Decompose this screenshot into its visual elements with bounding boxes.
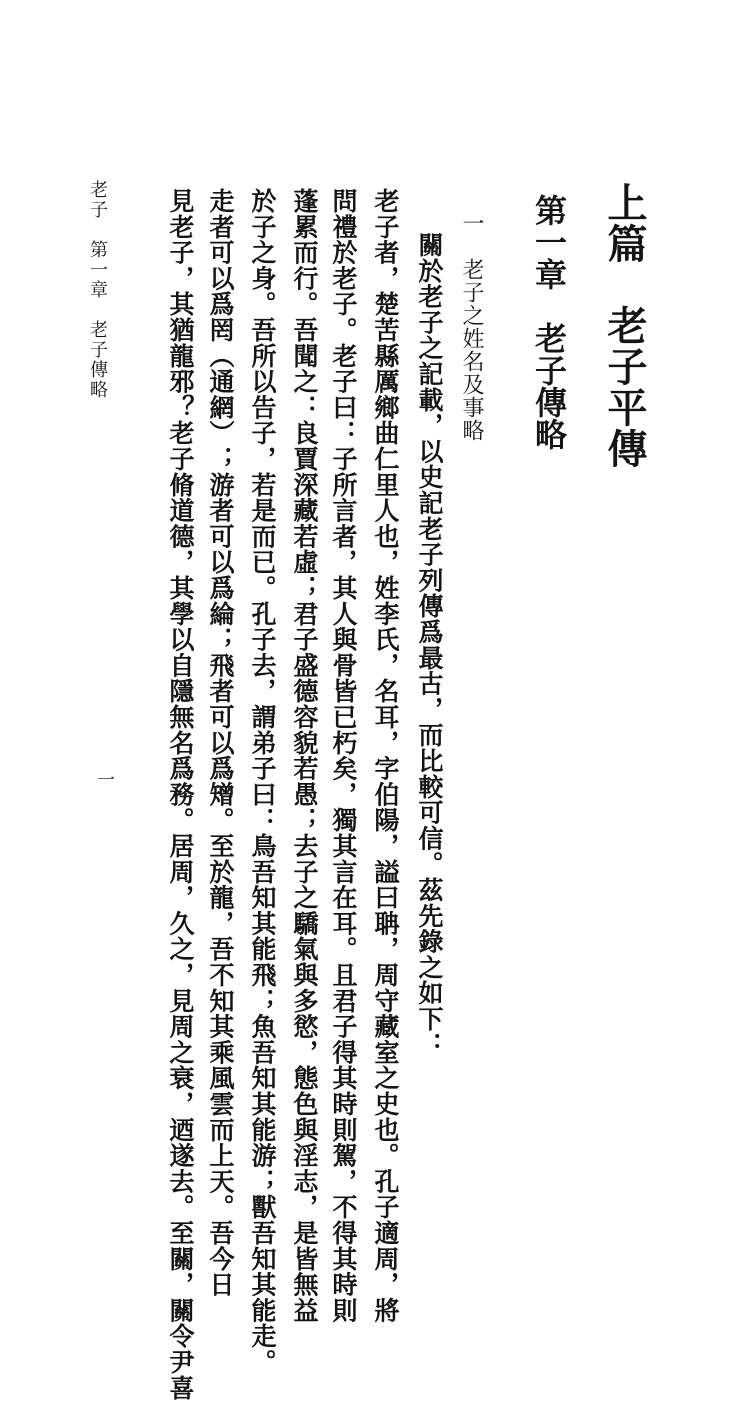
body-column-3: 問禮於老子。老子曰：子所言者，其人與骨皆已朽矣，獨其言在耳。且君子得其時則駕，不得其時則 bbox=[329, 188, 358, 1324]
section-title: 一 老子之姓名及事略 bbox=[459, 212, 484, 442]
body-column-4: 蓬累而行。吾聞之：良賈深藏若虛；君子盛德容貌若愚；去子之驕氣與多慾，態色與淫志，是皆無益 bbox=[290, 188, 319, 1324]
running-footer: 老子 第一章 老子傳略 bbox=[87, 180, 108, 400]
body-column-5: 於子之身。吾所以告子，若是而已。孔子去，謂弟子曰：鳥吾知其能飛；魚吾知其能游；獸吾知其能走。 bbox=[248, 188, 277, 1375]
body-column-6: 走者可以爲罔（通網）；游者可以爲綸；飛者可以爲矰。至於龍，吾不知其乘風雲而上天。吾今日 bbox=[206, 188, 235, 1298]
body-column-7: 見老子，其猶龍邪？老子脩道德，其學以自隱無名爲務。居周，久之，見周之衰，迺遂去。至關，關令尹喜 bbox=[166, 188, 195, 1401]
chapter-title: 第一章 老子傳略 bbox=[530, 194, 568, 450]
page-number: 一 bbox=[97, 770, 115, 791]
body-column-2: 老子者，楚苦縣厲鄉曲仁里人也，姓李氏，名耳，字伯陽，謚曰聃，周守藏室之史也。孔子適周，將 bbox=[371, 188, 400, 1324]
part-title: 上篇 老子平傳 bbox=[601, 182, 648, 469]
body-column-1: 關於老子之記載，以史記老子列傳爲最古，而比較可信。茲先錄之如下： bbox=[415, 232, 444, 1058]
